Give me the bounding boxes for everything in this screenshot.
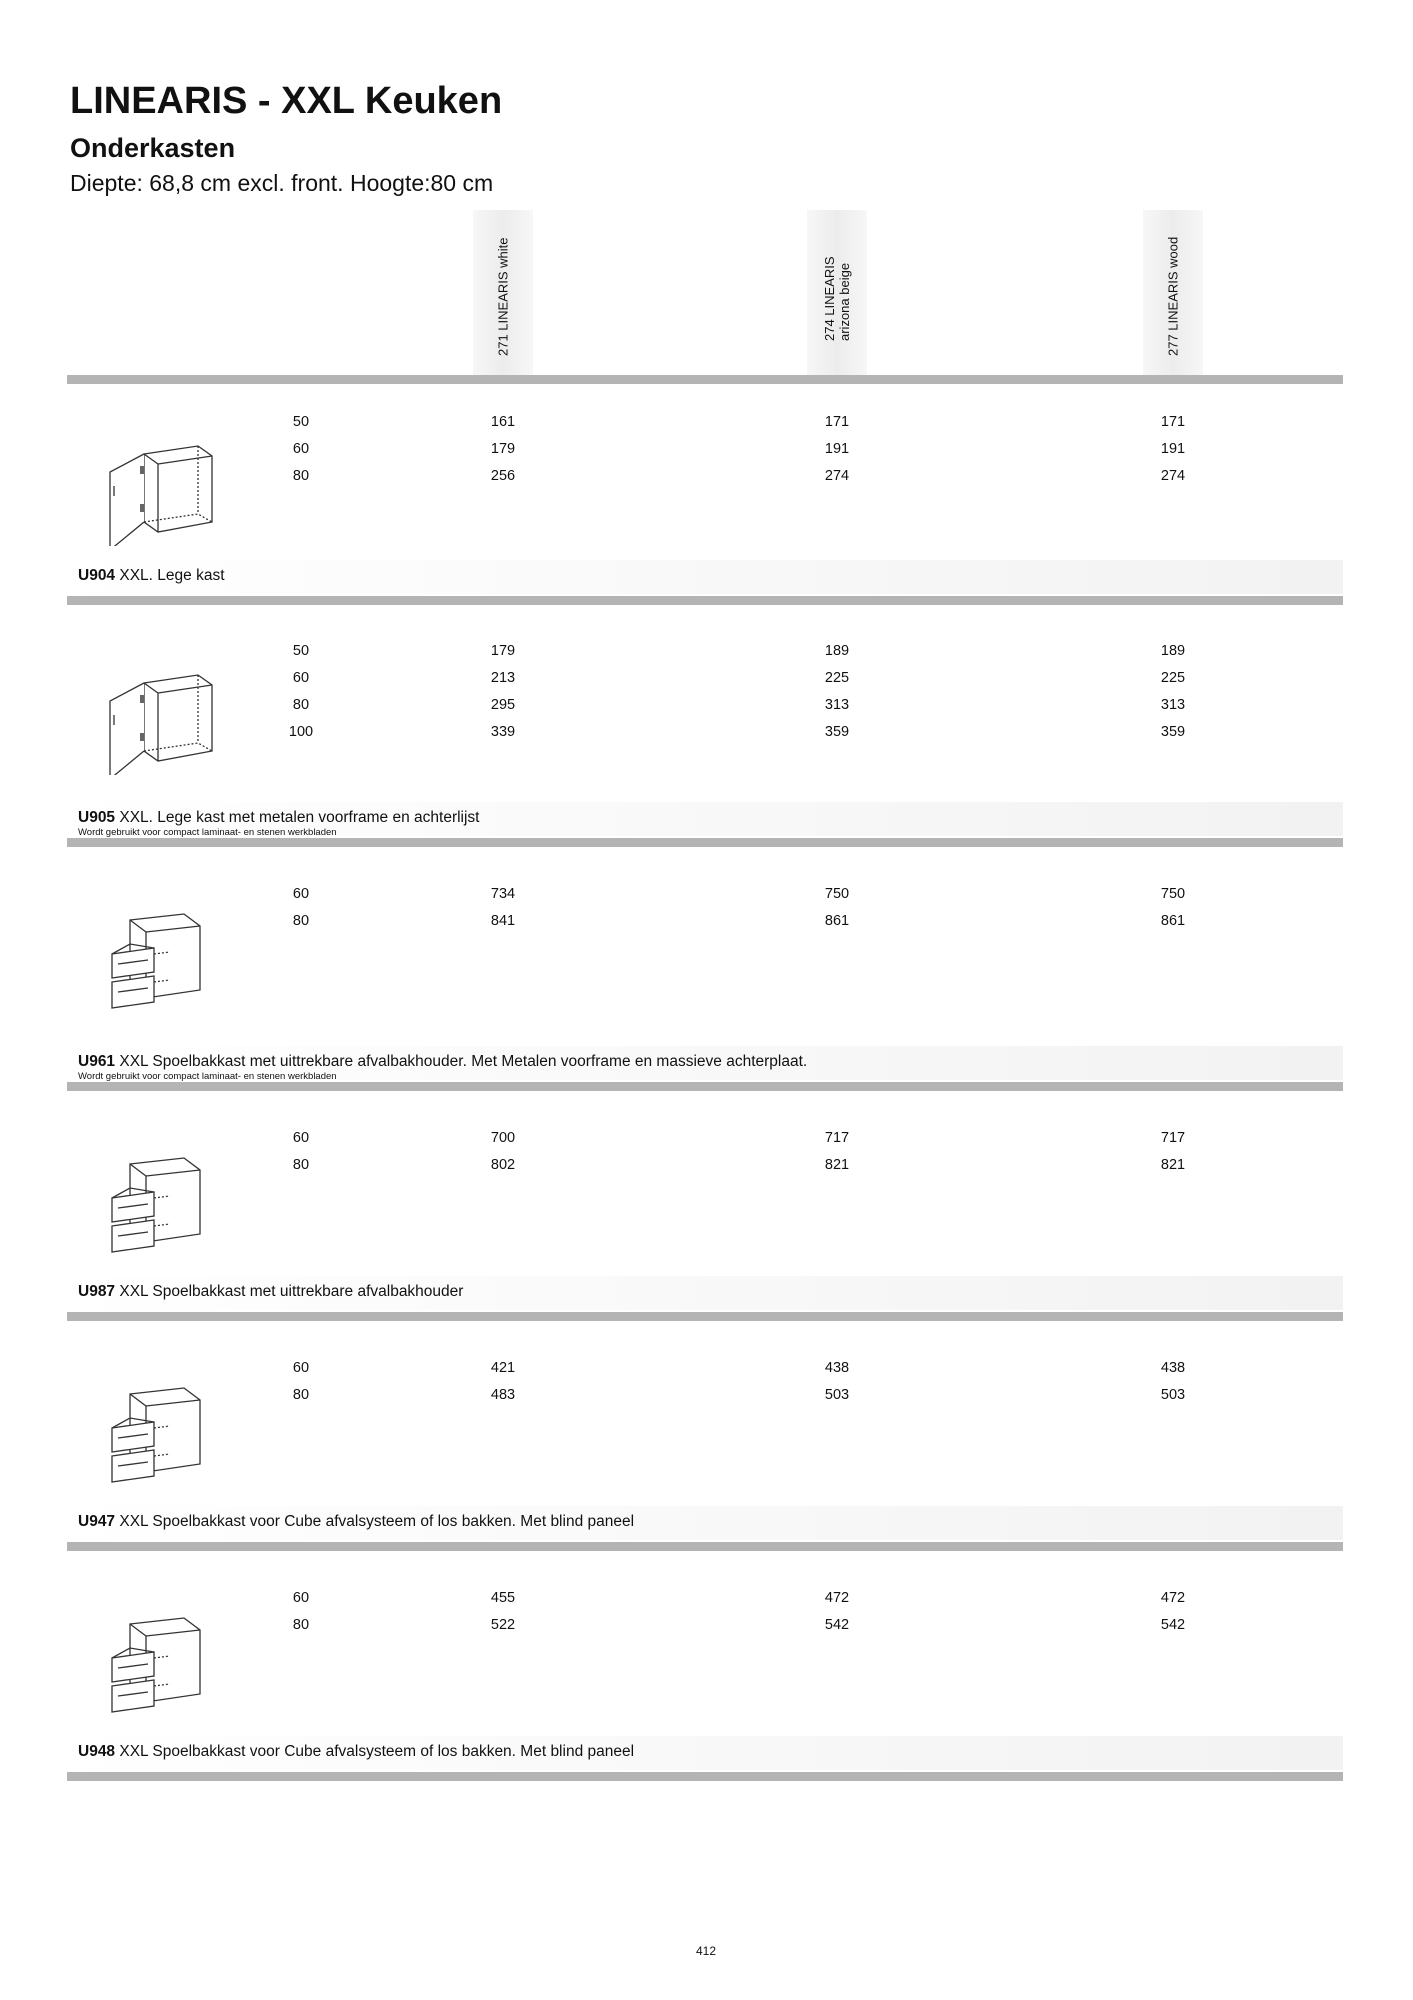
product-name: XXL. Lege kast met metalen voorframe en achterlijst [119,809,480,826]
width-value: 80 [292,1157,310,1173]
price-value: 483 [490,1387,516,1403]
price-value: 274 [1160,468,1186,484]
price-value: 717 [824,1130,850,1146]
section-rule [67,1082,1343,1091]
product-name: XXL Spoelbakkast voor Cube afvalsysteem of los bakken. Met blind paneel [119,1513,635,1530]
price-value: 438 [824,1360,850,1376]
product-label [78,1283,463,1301]
price-value: 472 [824,1590,850,1606]
width-value: 80 [292,913,310,929]
column-header-label [1166,237,1181,356]
price-value: 256 [490,468,516,484]
price-value: 750 [824,886,850,902]
width-value: 60 [292,1130,310,1146]
column-header-3 [1143,210,1203,375]
product-note: Wordt gebruikt voor compact laminaat- en stenen werkbladen [78,827,337,838]
product-code: U947 [78,1513,116,1530]
page-subtitle: Onderkasten [70,133,236,163]
product-code: U987 [78,1283,116,1300]
product-label-bar [67,1046,1343,1080]
width-value: 60 [292,886,310,902]
width-value: 80 [292,697,310,713]
column-header-label [496,237,511,356]
width-value: 60 [292,1590,310,1606]
product-name: XXL. Lege kast [119,567,225,584]
price-value: 179 [490,643,516,659]
price-value: 821 [824,1157,850,1173]
price-value: 191 [1160,441,1186,457]
section-rule [67,1312,1343,1321]
price-value: 225 [824,670,850,686]
product-code: U948 [78,1743,116,1760]
base-cabinet-door-icon [100,426,220,546]
product-label-bar [67,560,1343,594]
page-title: LINEARIS - XXL Keuken [70,80,503,122]
price-value: 179 [490,441,516,457]
sink-cabinet-drawers-icon [100,1142,220,1262]
price-value: 734 [490,886,516,902]
product-code: U904 [78,567,116,584]
price-value: 802 [490,1157,516,1173]
price-value: 861 [824,913,850,929]
price-value: 522 [490,1617,516,1633]
base-cabinet-door-icon [100,655,220,775]
product-code: U961 [78,1053,116,1070]
sink-cabinet-drawers-icon [100,1602,220,1722]
price-value: 700 [490,1130,516,1146]
price-value: 339 [490,724,516,740]
width-value: 50 [292,643,310,659]
price-value: 313 [824,697,850,713]
price-value: 171 [1160,414,1186,430]
price-value: 274 [824,468,850,484]
product-note: Wordt gebruikt voor compact laminaat- en stenen werkbladen [78,1071,337,1082]
price-value: 171 [824,414,850,430]
column-header-label [822,256,852,341]
header-rule [67,375,1343,384]
section-rule [67,596,1343,605]
product-label-bar [67,1276,1343,1310]
price-value: 821 [1160,1157,1186,1173]
width-value: 80 [292,1617,310,1633]
width-value: 50 [292,414,310,430]
product-label [78,1053,807,1071]
price-value: 189 [824,643,850,659]
column-header-line: arizona beige [837,262,852,341]
price-value: 841 [490,913,516,929]
width-value: 100 [288,724,314,740]
page-number: 412 [695,1944,717,1958]
price-value: 438 [1160,1360,1186,1376]
width-value: 60 [292,441,310,457]
product-label [78,567,225,585]
price-value: 750 [1160,886,1186,902]
product-name: XXL Spoelbakkast voor Cube afvalsysteem of los bakken. Met blind paneel [119,1743,635,1760]
column-header-line: 277 LINEARIS wood [1165,236,1181,356]
price-value: 542 [1160,1617,1186,1633]
section-rule [67,1772,1343,1781]
price-value: 191 [824,441,850,457]
product-name: XXL Spoelbakkast met uittrekbare afvalbakhouder [119,1283,464,1300]
width-value: 80 [292,468,310,484]
price-value: 861 [1160,913,1186,929]
price-value: 189 [1160,643,1186,659]
width-value: 60 [292,1360,310,1376]
product-label-bar [67,802,1343,836]
price-value: 472 [1160,1590,1186,1606]
dimensions-description: Diepte: 68,8 cm excl. front. Hoogte:80 cm [70,170,494,196]
price-value: 717 [1160,1130,1186,1146]
price-value: 503 [1160,1387,1186,1403]
price-value: 503 [824,1387,850,1403]
price-value: 421 [490,1360,516,1376]
price-value: 359 [1160,724,1186,740]
price-value: 359 [824,724,850,740]
column-header-1 [473,210,533,375]
sink-cabinet-drawers-icon [100,898,220,1018]
price-value: 213 [490,670,516,686]
product-label-bar [67,1506,1343,1540]
product-label [78,1513,634,1531]
product-label [78,809,480,827]
sink-cabinet-drawers-icon [100,1372,220,1492]
product-label [78,1743,634,1761]
price-value: 295 [490,697,516,713]
section-rule [67,838,1343,847]
price-value: 542 [824,1617,850,1633]
product-label-bar [67,1736,1343,1770]
price-value: 313 [1160,697,1186,713]
column-header-2 [807,210,867,375]
product-name: XXL Spoelbakkast met uittrekbare afvalbakhouder. Met Metalen voorframe en massieve achterplaat. [119,1053,808,1070]
product-code: U905 [78,809,116,826]
column-header-line: 274 LINEARIS [822,256,837,341]
price-value: 225 [1160,670,1186,686]
width-value: 80 [292,1387,310,1403]
price-value: 455 [490,1590,516,1606]
price-value: 161 [490,414,516,430]
section-rule [67,1542,1343,1551]
width-value: 60 [292,670,310,686]
column-header-line: 271 LINEARIS white [495,237,511,356]
